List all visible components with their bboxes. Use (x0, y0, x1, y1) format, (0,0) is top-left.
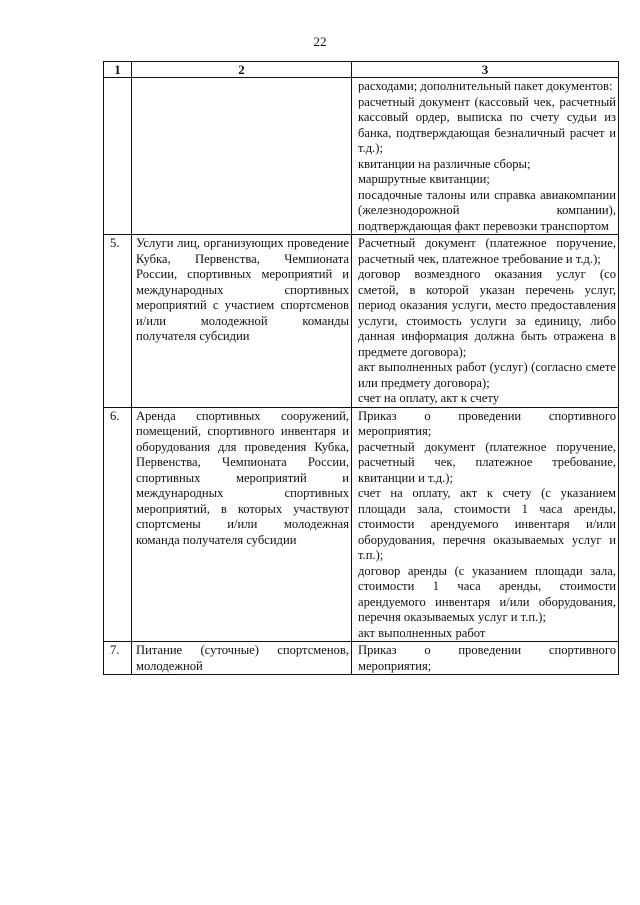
documents-cell (352, 235, 619, 408)
service-cell: Услуги лиц, организующих проведение Кубка, Первенства, Чемпионата России, спортивных мероприятий и международных спортивных мероприятий с участием спортсменов и/или молодежной команды получателя субсидии (132, 235, 352, 408)
table-header-row (104, 62, 619, 78)
document-item: расходами; дополнительный пакет документов: (358, 79, 613, 93)
row-number: 7. (104, 642, 132, 675)
row-number: 6. (104, 407, 132, 642)
document-item: расчетный документ (платежное поручение, расчетный чек, платежное требование, квитанции и т.д.); (358, 439, 616, 485)
document-item: акт выполненных работ (услуг) (согласно смете или предмету договора); (358, 360, 616, 390)
column-header-2: 2 (132, 62, 352, 78)
document-item: расчетный документ (кассовый чек, расчетный кассовый ордер, выписка по счету судьи из банка, подтверждающая безналичный расчет и т.д.); (358, 94, 616, 155)
page-number: 22 (313, 34, 327, 49)
document-item: маршрутные квитанции; (358, 172, 490, 186)
table-row (104, 78, 619, 235)
column-header-1: 1 (104, 62, 132, 78)
table-row (104, 407, 619, 642)
document-item: договор аренды (с указанием площади зала, стоимости 1 часа аренды, стоимости арендуемого инвентаря и/или оборудования, перечня оказываемых услуг и т.п.); (358, 563, 616, 624)
document-item: посадочные талоны или справка авиакомпании (железнодорожной компании), подтверждающая факт перевозки транспортом (358, 187, 616, 233)
column-header-3: 3 (352, 62, 619, 78)
documents-cell (352, 407, 619, 642)
table-row (104, 642, 619, 675)
document-table (103, 61, 619, 675)
document-item: счет на оплату, акт к счету (358, 391, 500, 405)
table-row (104, 235, 619, 408)
document-item: счет на оплату, акт к счету (с указанием площади зала, стоимости 1 часа аренды, стоимости арендуемого инвентаря и/или оборудования, перечня оказываемых услуг и т.п.); (358, 486, 616, 562)
document-item: Приказ о проведении спортивного мероприятия; (358, 408, 616, 438)
service-cell (132, 78, 352, 235)
document-item: договор возмездного оказания услуг (со сметой, в которой указан перечень услуг, период оказания услуги, место предоставления услуги, стоимость услуги за единицу, либо данная информация должна быть отражена в предмете договора); (358, 267, 616, 359)
documents-cell (352, 78, 619, 235)
row-number (104, 78, 132, 235)
service-cell: Аренда спортивных сооружений, помещений, спортивного инвентаря и оборудования для проведения Кубка, Первенства, Чемпионата России, спортивных мероприятий и международных спортивных мероприятий, в которых участвуют спортсмены и/или молодежная команда получателя субсидии (132, 407, 352, 642)
documents-cell (352, 642, 619, 675)
service-cell: Питание (суточные) спортсменов, молодежной (132, 642, 352, 675)
document-item: квитанции на различные сборы; (358, 156, 531, 171)
row-number: 5. (104, 235, 132, 408)
document-item: акт выполненных работ (358, 625, 486, 640)
document-item: Расчетный документ (платежное поручение, расчетный чек, платежное требование и т.д.); (358, 236, 616, 266)
document-item: Приказ о проведении спортивного мероприятия; (358, 643, 616, 673)
